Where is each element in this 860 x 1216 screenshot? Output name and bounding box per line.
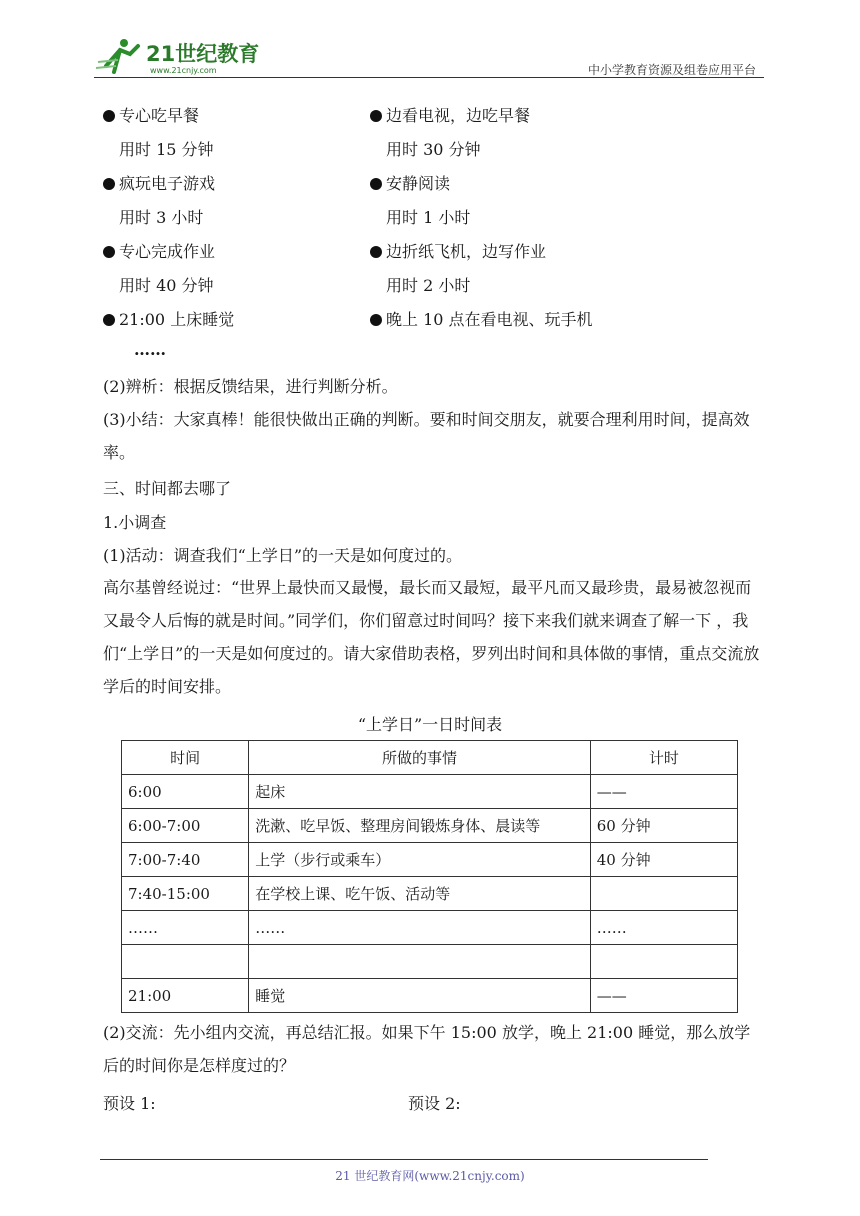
section-heading: 三、时间都去哪了 bbox=[103, 479, 232, 498]
list-item: 21:00 上床睡觉 bbox=[103, 310, 234, 330]
header-platform-text: 中小学教育资源及组卷应用平台 bbox=[587, 63, 756, 77]
schedule-table bbox=[121, 740, 738, 1013]
table-cell bbox=[122, 945, 249, 979]
table-cell: —— bbox=[590, 775, 737, 809]
column-header: 时间 bbox=[122, 741, 249, 775]
table-cell bbox=[590, 877, 737, 911]
table-cell: …… bbox=[122, 911, 249, 945]
table-cell: 7:40-15:00 bbox=[122, 877, 249, 911]
bullet-icon bbox=[370, 246, 382, 258]
footer-divider bbox=[100, 1159, 708, 1160]
list-item: 疯玩电子游戏 bbox=[103, 174, 215, 194]
table-cell bbox=[249, 945, 591, 979]
bullet-icon bbox=[370, 110, 382, 122]
table-row bbox=[122, 843, 738, 877]
table-cell: 洗漱、吃早饭、整理房间锻炼身体、晨读等 bbox=[249, 809, 591, 843]
logo-url: www.21cnjy.com bbox=[150, 66, 217, 75]
site-logo bbox=[94, 36, 264, 76]
preset-2-label: 预设 2: bbox=[408, 1094, 461, 1113]
bullet-icon bbox=[103, 110, 115, 122]
table-row bbox=[122, 775, 738, 809]
column-header: 所做的事情 bbox=[249, 741, 591, 775]
paragraph-activity: (1)活动：调查我们“上学日”的一天是如何度过的。 bbox=[103, 546, 463, 565]
bullet-icon bbox=[103, 314, 115, 326]
table-row bbox=[122, 979, 738, 1013]
table-cell: 起床 bbox=[249, 775, 591, 809]
table-cell: 6:00-7:00 bbox=[122, 809, 249, 843]
bullet-icon bbox=[103, 246, 115, 258]
list-item-time: 用时 3 小时 bbox=[119, 208, 204, 227]
list-item: 专心完成作业 bbox=[103, 242, 215, 262]
table-cell: 21:00 bbox=[122, 979, 249, 1013]
table-cell bbox=[590, 945, 737, 979]
table-cell: —— bbox=[590, 979, 737, 1013]
page-header bbox=[94, 32, 764, 78]
table-cell: 40 分钟 bbox=[590, 843, 737, 877]
list-item-time: 用时 2 小时 bbox=[386, 276, 471, 295]
bullet-icon bbox=[103, 178, 115, 190]
footer-text: 21 世纪教育网(www.21cnjy.com) bbox=[335, 1169, 525, 1183]
list-item: 边看电视，边吃早餐 bbox=[370, 106, 530, 126]
list-item-time: 用时 1 小时 bbox=[386, 208, 471, 227]
table-header-row bbox=[122, 741, 738, 775]
table-cell: …… bbox=[590, 911, 737, 945]
table-cell: 睡觉 bbox=[249, 979, 591, 1013]
preset-1-label: 预设 1: bbox=[103, 1094, 156, 1113]
column-header: 计时 bbox=[590, 741, 737, 775]
list-item: 专心吃早餐 bbox=[103, 106, 199, 126]
list-item-time: 用时 15 分钟 bbox=[119, 140, 214, 159]
subsection-heading: 1.小调查 bbox=[103, 513, 167, 532]
table-row bbox=[122, 911, 738, 945]
table-cell: 7:00-7:40 bbox=[122, 843, 249, 877]
logo-text: 21世纪教育 bbox=[146, 42, 260, 66]
table-row bbox=[122, 809, 738, 843]
paragraph-exchange: (2)交流：先小组内交流，再总结汇报。如果下午 15:00 放学，晚上 21:00 睡觉，那么放学后的时间你是怎样度过的？ bbox=[103, 1023, 751, 1075]
table-cell: …… bbox=[249, 911, 591, 945]
paragraph-analysis: (2)辨析：根据反馈结果，进行判断分析。 bbox=[103, 377, 398, 396]
table-cell: 在学校上课、吃午饭、活动等 bbox=[249, 877, 591, 911]
paragraph-summary: (3)小结：大家真棒！能很快做出正确的判断。要和时间交朋友，就要合理利用时间，提高效率。 bbox=[103, 410, 750, 462]
table-cell: 上学（步行或乘车） bbox=[249, 843, 591, 877]
bullet-icon bbox=[370, 178, 382, 190]
bullet-icon bbox=[370, 314, 382, 326]
table-caption: “上学日”一日时间表 bbox=[357, 715, 503, 734]
table-row bbox=[122, 877, 738, 911]
ellipsis: …… bbox=[134, 340, 166, 359]
list-item: 晚上 10 点在看电视、玩手机 bbox=[370, 310, 593, 330]
list-item-time: 用时 40 分钟 bbox=[119, 276, 214, 295]
list-item-time: 用时 30 分钟 bbox=[386, 140, 481, 159]
paragraph-quote: 高尔基曾经说过：“世界上最快而又最慢，最长而又最短，最平凡而又最珍贵，最易被忽视而又最令人后悔的就是时间。”同学们，你们留意过时间吗？接下来我们就来调查了解一下 ，我们“上学日”的一天是如何度过的。请大家借助表格，罗列出时间和具体做的事情，重点交流放学后的时间安排。 bbox=[103, 578, 760, 696]
table-cell: 6:00 bbox=[122, 775, 249, 809]
list-item: 安静阅读 bbox=[370, 174, 450, 194]
table-row bbox=[122, 945, 738, 979]
table-cell: 60 分钟 bbox=[590, 809, 737, 843]
list-item: 边折纸飞机，边写作业 bbox=[370, 242, 546, 262]
header-divider bbox=[94, 77, 764, 78]
